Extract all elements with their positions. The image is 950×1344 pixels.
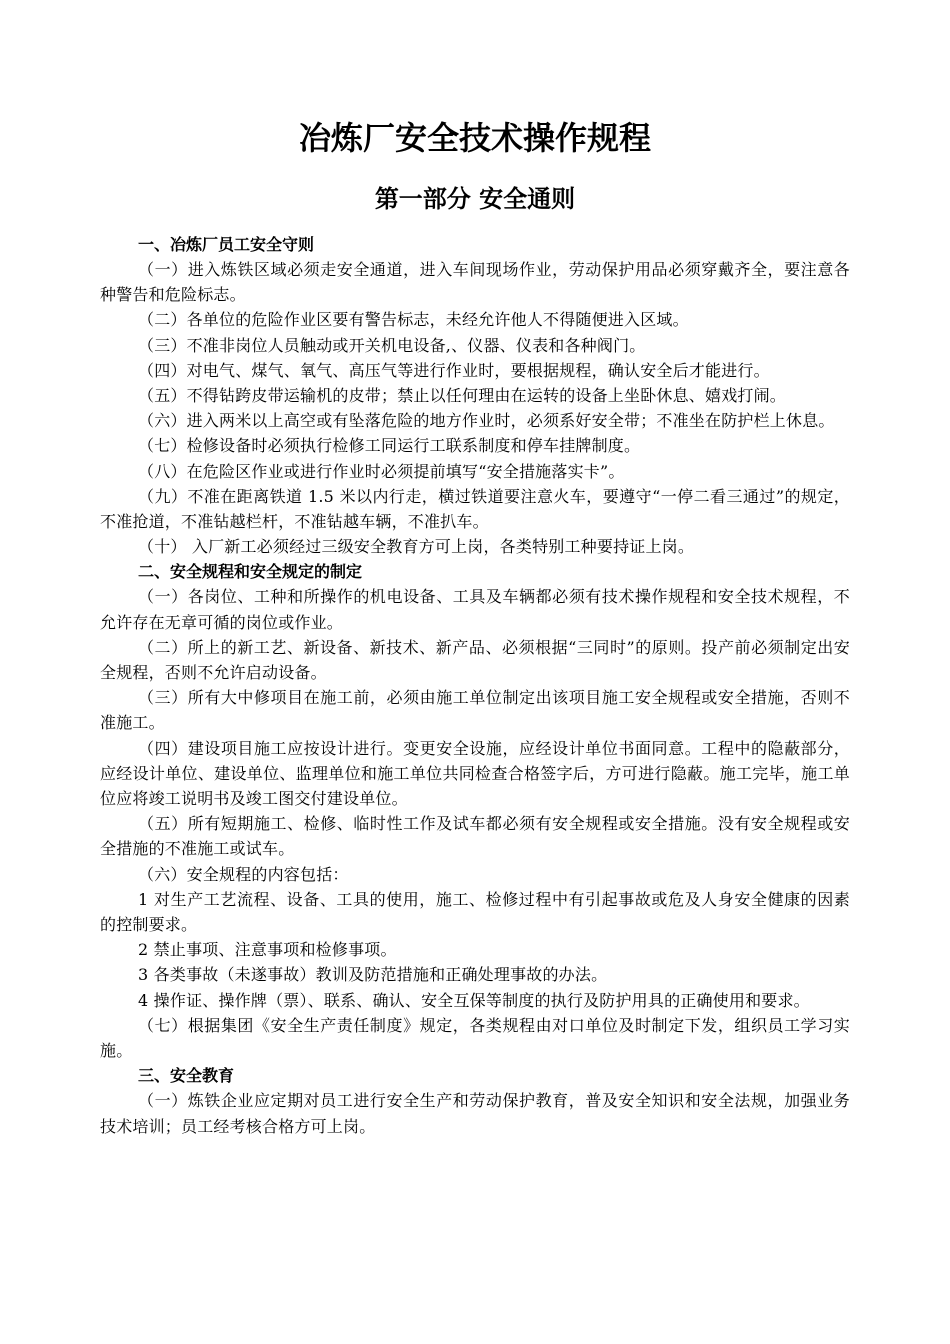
- paragraph: （七）检修设备时必须执行检修工同运行工联系制度和停车挂牌制度。: [138, 436, 641, 456]
- document-title: 冶炼厂安全技术操作规程: [298, 119, 651, 157]
- section-heading: 一、冶炼厂员工安全守则: [138, 235, 315, 254]
- paragraph: （七）根据集团《安全生产责任制度》规定，各类规程由对口单位及时制定下发，组织员工学习实施。: [100, 1015, 850, 1061]
- paragraph: （五）不得钻跨皮带运输机的皮带；禁止以任何理由在运转的设备上坐卧休息、嬉戏打闹。: [138, 386, 787, 406]
- paragraph: （三）所有大中修项目在施工前，必须由施工单位制定出该项目施工安全规程或安全措施，否则不准施工。: [100, 688, 850, 733]
- paragraph: （九）不准在距离铁道 1.5 米以内行走，横过铁道要注意火车，要遵守“一停二看三通过”的规定，不准抢道，不准钻越栏杆，不准钻越车辆，不准扒车。: [100, 486, 850, 532]
- paragraph: 2 禁止事项、注意事项和检修事项。: [138, 940, 397, 960]
- paragraph: （五）所有短期施工、检修、临时性工作及试车都必须有安全规程或安全措施。没有安全规程或安全措施的不准施工或试车。: [100, 814, 850, 859]
- paragraph: （八）在危险区作业或进行作业时必须提前填写“安全措施落实卡”。: [138, 461, 625, 481]
- section-safety-education: [100, 1063, 850, 1138]
- paragraph: （一）进入炼铁区域必须走安全通道，进入车间现场作业，劳动保护用品必须穿戴齐全，要注意各种警告和危险标志。: [100, 260, 850, 305]
- paragraph: （三）不准非岗位人员触动或开关机电设备,、仪器、仪表和各种阀门。: [138, 335, 646, 355]
- section-heading: 三、安全教育: [138, 1066, 235, 1086]
- paragraph: 3 各类事故（未遂事故）教训及防范措施和正确处理事故的办法。: [138, 965, 608, 985]
- paragraph: （二）所上的新工艺、新设备、新技术、新产品、必须根据“三同时”的原则。投产前必须制定出安全规程，否则不允许启动设备。: [100, 637, 850, 683]
- paragraph: （六）进入两米以上高空或有坠落危险的地方作业时，必须系好安全带；不准坐在防护栏上休息。: [138, 411, 835, 431]
- section-staff-safety-rules: [100, 232, 850, 559]
- part-title: 第一部分 安全通则: [374, 185, 576, 213]
- paragraph: 1 对生产工艺流程、设备、工具的使用，施工、检修过程中有引起事故或危及人身安全健康的因素的控制要求。: [100, 889, 850, 935]
- paragraph: （四）建设项目施工应按设计进行。变更安全设施，应经设计单位书面同意。工程中的隐蔽部分，应经设计单位、建设单位、监理单位和施工单位共同检查合格签字后，方可进行隐蔽。施工完毕，施工单位应将竣工说明书及竣工图交付建设单位。: [100, 738, 850, 809]
- section-regulation-making: [100, 559, 850, 1063]
- paragraph: （二）各单位的危险作业区要有警告标志，未经允许他人不得随便进入区域。: [138, 310, 689, 330]
- paragraph: （一）各岗位、工种和所操作的机电设备、工具及车辆都必须有技术操作规程和安全技术规程，不允许存在无章可循的岗位或作业。: [100, 587, 850, 632]
- document-page: [100, 112, 850, 1139]
- paragraph: （一）炼铁企业应定期对员工进行安全生产和劳动保护教育，普及安全知识和安全法规，加强业务技术培训；员工经考核合格方可上岗。: [100, 1091, 850, 1136]
- section-heading: 二、安全规程和安全规定的制定: [138, 562, 363, 582]
- paragraph: （四）对电气、煤气、氧气、高压气等进行作业时，要根据规程，确认安全后才能进行。: [138, 360, 770, 380]
- paragraph: （六）安全规程的内容包括：: [138, 864, 349, 884]
- paragraph: 4 操作证、操作牌（票）、联系、确认、安全互保等制度的执行及防护用具的正确使用和要求。: [138, 990, 810, 1010]
- paragraph: （十） 入厂新工必须经过三级安全教育方可上岗，各类特别工种要持证上岗。: [138, 537, 695, 557]
